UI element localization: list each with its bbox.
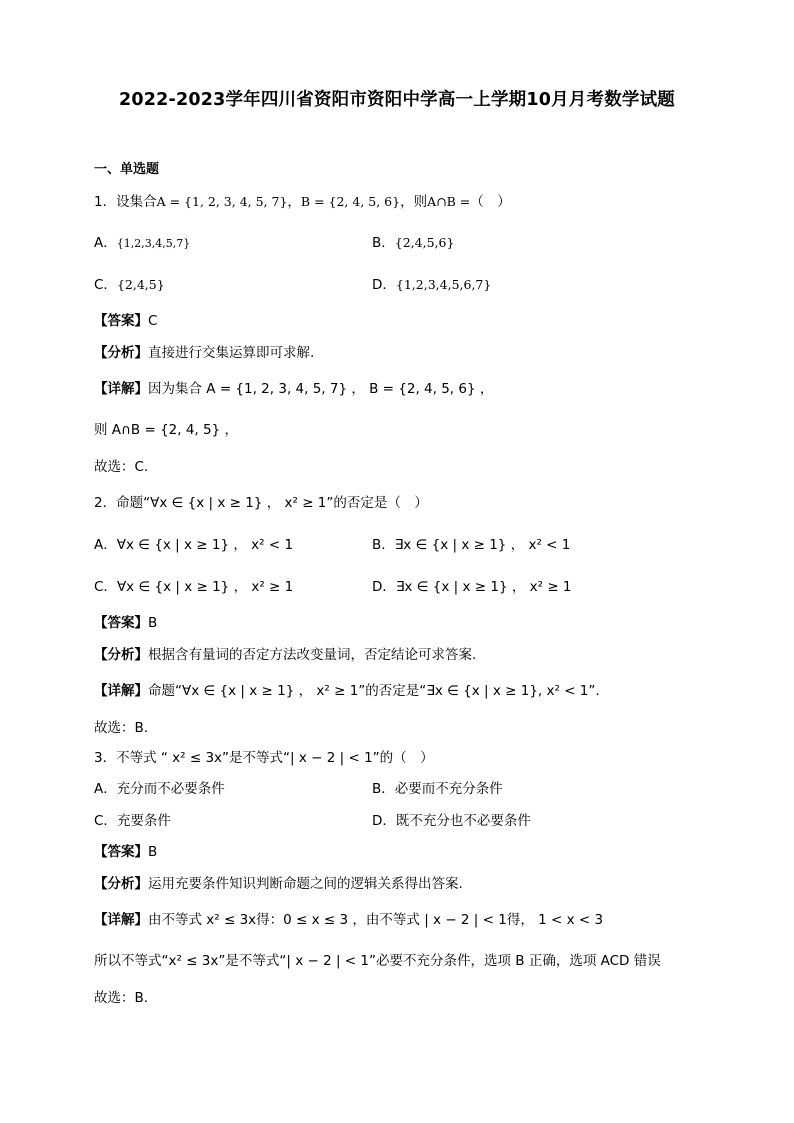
option-value: 必要而不充分条件 xyxy=(394,781,503,797)
option-value: ∀x ∈ {x | x ≥ 1} ， x² < 1 xyxy=(116,537,294,553)
question-1-option-b xyxy=(372,233,454,253)
question-3-analysis xyxy=(94,874,463,894)
question-1-set-b: B = {2, 4, 5, 6} xyxy=(300,194,401,209)
question-3-option-c xyxy=(94,811,171,831)
question-1-option-a xyxy=(94,233,190,254)
option-value: 充要条件 xyxy=(116,813,171,829)
question-2-conclusion: 故选：B. xyxy=(94,720,149,736)
question-1-answer xyxy=(94,311,157,331)
option-label: A． xyxy=(94,235,117,251)
question-1-intersection: A∩B = xyxy=(427,194,471,209)
analysis-tag: 【分析】 xyxy=(94,876,148,892)
detail-tag: 【详解】 xyxy=(94,912,148,928)
option-value: 充分而不必要条件 xyxy=(116,781,225,797)
option-value: ∃x ∈ {x | x ≥ 1} ， x² ≥ 1 xyxy=(395,579,572,595)
answer-tag: 【答案】 xyxy=(94,313,148,329)
detail-text: 由不等式 x² ≤ 3x得：0 ≤ x ≤ 3 ，由不等式 | x − 2 | < 1得， 1 < x < 3 xyxy=(148,912,604,928)
question-3-option-d xyxy=(372,811,531,831)
option-value: ∃x ∈ {x | x ≥ 1} ， x² < 1 xyxy=(394,537,571,553)
option-value: {2,4,5,6} xyxy=(394,235,455,250)
question-3-stem: 3．不等式 “ x² ≤ 3x”是不等式“| x − 2 | < 1”的（ ） xyxy=(94,750,434,766)
question-2-option-a xyxy=(94,535,293,555)
question-1-set-a: A = {1, 2, 3, 4, 5, 7} xyxy=(156,194,288,209)
analysis-text: 运用充要条件知识判断命题之间的逻辑关系得出答案. xyxy=(148,876,463,892)
section-heading: 一、单选题 xyxy=(94,162,160,177)
option-value: {1,2,3,4,5,7} xyxy=(116,237,191,250)
option-label: D． xyxy=(372,813,396,829)
option-value: {1,2,3,4,5,6,7} xyxy=(395,277,492,292)
question-3-detail-line-2: 所以不等式“x² ≤ 3x”是不等式“| x − 2 | < 1”必要不充分条件，选项 B 正确，选项 ACD 错误 xyxy=(94,953,661,969)
answer-value: B xyxy=(148,615,158,631)
option-label: D． xyxy=(372,277,396,293)
question-2-option-d xyxy=(372,577,572,597)
option-label: C． xyxy=(94,813,117,829)
question-2-option-c xyxy=(94,577,293,597)
question-1-suffix: （ ） xyxy=(470,194,511,210)
detail-text: 命题“∀x ∈ {x | x ≥ 1} ， x² ≥ 1”的否定是“∃x ∈ {x | x ≥ 1}, x² < 1”. xyxy=(148,683,600,699)
question-2-stem: 2．命题“∀x ∈ {x | x ≥ 1} ， x² ≥ 1”的否定是（ ） xyxy=(94,495,428,511)
option-label: C． xyxy=(94,579,117,595)
option-label: C． xyxy=(94,277,117,293)
question-3-detail xyxy=(94,910,603,930)
answer-tag: 【答案】 xyxy=(94,615,148,631)
question-1-stem xyxy=(94,192,511,212)
question-3-conclusion: 故选：B. xyxy=(94,990,149,1006)
question-3-option-b xyxy=(372,779,503,799)
question-2-analysis xyxy=(94,645,476,665)
question-1-then: ，则 xyxy=(400,194,428,210)
option-label: A． xyxy=(94,781,117,797)
question-1-analysis xyxy=(94,343,314,363)
analysis-text: 根据含有量词的否定方法改变量词，否定结论可求答案. xyxy=(148,647,477,663)
detail-tag: 【详解】 xyxy=(94,683,148,699)
option-label: A． xyxy=(94,537,117,553)
option-value: {2,4,5} xyxy=(116,277,165,292)
answer-value: B xyxy=(148,844,158,860)
option-value: 既不充分也不必要条件 xyxy=(395,813,531,829)
analysis-tag: 【分析】 xyxy=(94,345,148,361)
question-1-option-d xyxy=(372,275,491,295)
question-1-detail xyxy=(94,379,493,399)
question-1-conclusion: 故选：C. xyxy=(94,459,149,475)
question-1-sep: ， xyxy=(287,194,301,210)
answer-value: C xyxy=(148,313,158,329)
option-label: B． xyxy=(372,235,395,251)
question-1-detail-line-2: 则 A∩B = {2, 4, 5} ， xyxy=(94,422,238,438)
analysis-tag: 【分析】 xyxy=(94,647,148,663)
detail-tag: 【详解】 xyxy=(94,381,148,397)
question-2-answer xyxy=(94,613,157,633)
option-label: D． xyxy=(372,579,396,595)
question-2-detail xyxy=(94,681,600,701)
detail-text: 因为集合 A = {1, 2, 3, 4, 5, 7} ， B = {2, 4, 5, 6} ， xyxy=(148,381,494,397)
answer-tag: 【答案】 xyxy=(94,844,148,860)
option-label: B． xyxy=(372,537,395,553)
question-2-option-b xyxy=(372,535,570,555)
question-1-option-c xyxy=(94,275,165,295)
option-value: ∀x ∈ {x | x ≥ 1} ， x² ≥ 1 xyxy=(116,579,294,595)
option-label: B． xyxy=(372,781,395,797)
analysis-text: 直接进行交集运算即可求解. xyxy=(148,345,315,361)
question-1-prefix: 1．设集合 xyxy=(94,194,157,210)
question-3-answer xyxy=(94,842,157,862)
question-3-option-a xyxy=(94,779,225,799)
document-title: 2022-2023学年四川省资阳市资阳中学高一上学期10月月考数学试题 xyxy=(118,90,676,110)
